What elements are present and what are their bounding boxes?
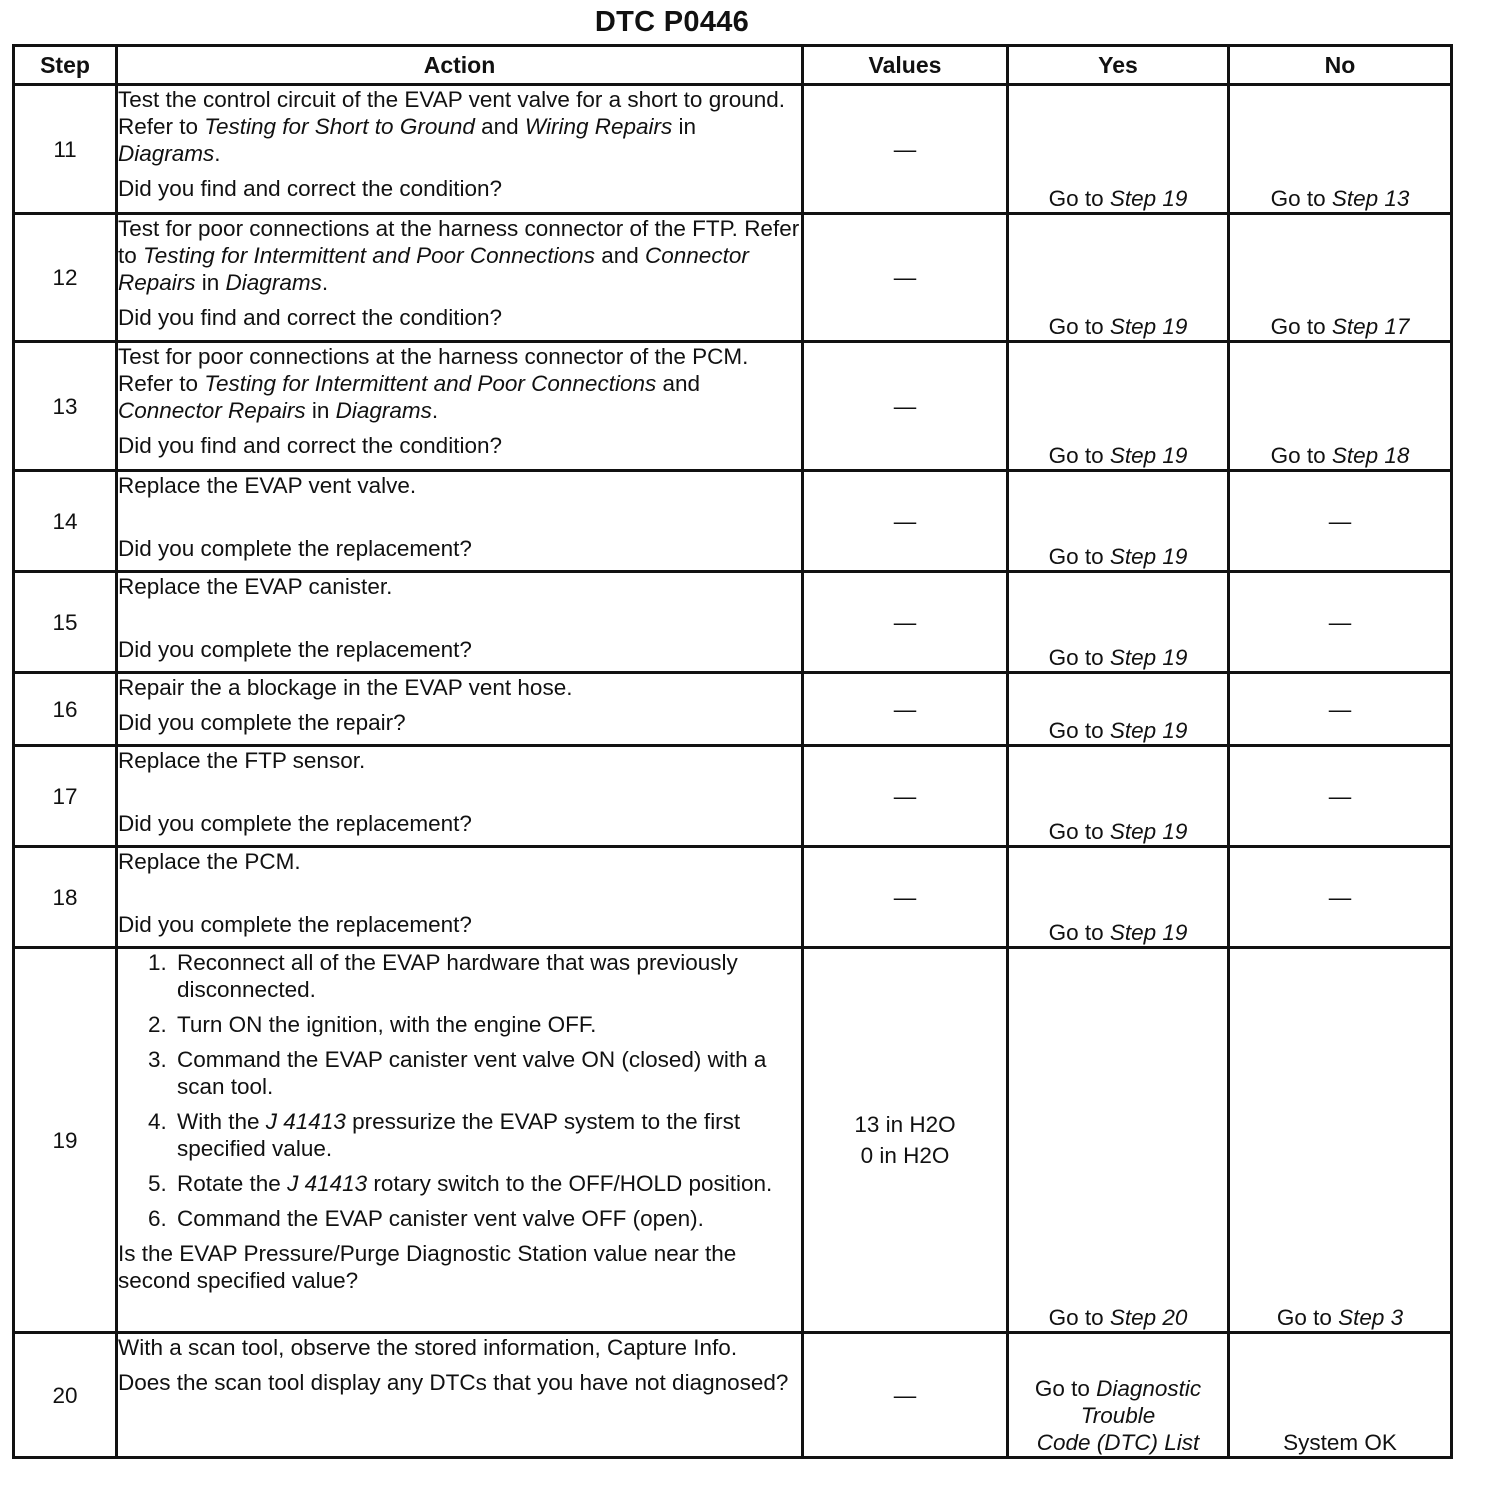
no-cell: — — [1229, 471, 1452, 572]
reference-link: Wiring Repairs — [524, 114, 673, 139]
action-question: Did you find and correct the condition? — [118, 176, 502, 201]
step-number: 14 — [14, 471, 117, 572]
action-text: Test for poor connections at the harness connector of the PCM. Refer to Testing for Intermittent and Poor Connections and Connector Repairs in Diagrams. — [118, 344, 749, 423]
values-cell: — — [803, 572, 1008, 673]
step-reference: Step 19 — [1109, 544, 1188, 569]
yes-cell: Go to Step 19 — [1008, 342, 1229, 471]
action-text: Test for poor connections at the harness connector of the FTP. Refer to Testing for Intermittent and Poor Connections and Connector Repairs in Diagrams. — [118, 216, 800, 295]
step-reference: Step 19 — [1109, 920, 1188, 945]
page-title: DTC P0446 — [594, 6, 750, 38]
action-question: Did you complete the replacement? — [118, 912, 472, 937]
action-question: Did you find and correct the condition? — [118, 305, 502, 330]
yes-cell: Go to Step 19 — [1008, 85, 1229, 214]
procedure-list — [118, 949, 801, 1232]
reference-link: Connector Repairs — [118, 243, 749, 295]
action-text: Replace the FTP sensor. — [118, 748, 366, 773]
yes-cell: Go to Step 19 — [1008, 572, 1229, 673]
action-cell — [117, 673, 803, 746]
action-cell — [117, 214, 803, 342]
step-number: 11 — [14, 85, 117, 214]
action-cell — [117, 746, 803, 847]
action-question: Did you complete the repair? — [118, 710, 406, 735]
yes-cell: Go to Step 19 — [1008, 214, 1229, 342]
action-text: Replace the EVAP vent valve. — [118, 473, 417, 498]
step-reference: Step 18 — [1331, 443, 1410, 468]
table-row — [14, 746, 1452, 847]
values-cell — [803, 948, 1008, 1333]
no-cell: Go to Step 3 — [1229, 948, 1452, 1333]
step-number: 13 — [14, 342, 117, 471]
values-cell: — — [803, 1333, 1008, 1458]
header-yes: Yes — [1008, 46, 1229, 85]
action-text: Replace the PCM. — [118, 849, 301, 874]
values-cell: — — [803, 342, 1008, 471]
step-number: 12 — [14, 214, 117, 342]
step-number: 18 — [14, 847, 117, 948]
step-number: 15 — [14, 572, 117, 673]
diagnostic-table — [12, 44, 1453, 1459]
tool-reference: J 41413 — [287, 1171, 368, 1196]
header-no: No — [1229, 46, 1452, 85]
list-item: 6. Command the EVAP canister vent valve OFF (open). — [173, 1205, 801, 1232]
action-cell — [117, 342, 803, 471]
values-cell: — — [803, 471, 1008, 572]
list-item: 4. With the J 41413 pressurize the EVAP system to the first specified value. — [173, 1108, 801, 1162]
step-reference: Step 19 — [1109, 186, 1188, 211]
step-reference: Step 13 — [1331, 186, 1410, 211]
yes-cell: Go to Step 19 — [1008, 847, 1229, 948]
action-cell — [117, 1333, 803, 1458]
table-row — [14, 948, 1452, 1333]
table-row — [14, 673, 1452, 746]
yes-cell: Go to Diagnostic Trouble Code (DTC) List — [1008, 1333, 1229, 1458]
reference-link: Connector Repairs — [118, 398, 306, 423]
list-item: 3. Command the EVAP canister vent valve ON (closed) with a scan tool. — [173, 1046, 801, 1100]
action-question: Does the scan tool display any DTCs that you have not diagnosed? — [118, 1370, 789, 1395]
values-cell: — — [803, 214, 1008, 342]
action-question: Is the EVAP Pressure/Purge Diagnostic Station value near the second specified value? — [118, 1241, 737, 1293]
action-cell — [117, 847, 803, 948]
table-row — [14, 85, 1452, 214]
table-row — [14, 214, 1452, 342]
step-reference: Step 20 — [1109, 1305, 1188, 1330]
header-step: Step — [14, 46, 117, 85]
table-row — [14, 1333, 1452, 1458]
step-number: 16 — [14, 673, 117, 746]
action-text: With a scan tool, observe the stored information, Capture Info. — [118, 1335, 738, 1360]
values-cell: — — [803, 85, 1008, 214]
action-cell — [117, 85, 803, 214]
reference-link: Testing for Short to Ground — [204, 114, 475, 139]
list-item: 1. Reconnect all of the EVAP hardware that was previously disconnected. — [173, 949, 801, 1003]
step-reference: Step 19 — [1109, 645, 1188, 670]
step-reference: Step 19 — [1109, 443, 1188, 468]
reference-link: Diagrams — [225, 270, 322, 295]
action-question: Did you complete the replacement? — [118, 536, 472, 561]
header-row — [14, 46, 1452, 85]
table-row — [14, 847, 1452, 948]
reference-link: Testing for Intermittent and Poor Connections — [143, 243, 595, 268]
no-cell: Go to Step 18 — [1229, 342, 1452, 471]
yes-cell: Go to Step 20 — [1008, 948, 1229, 1333]
step-reference: Step 19 — [1109, 718, 1188, 743]
step-reference: Step 19 — [1109, 819, 1188, 844]
values-cell: — — [803, 746, 1008, 847]
action-text: Replace the EVAP canister. — [118, 574, 393, 599]
list-item: 5. Rotate the J 41413 rotary switch to the OFF/HOLD position. — [173, 1170, 801, 1197]
yes-cell: Go to Step 19 — [1008, 471, 1229, 572]
reference-link: Diagrams — [335, 398, 432, 423]
no-cell: Go to Step 17 — [1229, 214, 1452, 342]
table-row — [14, 572, 1452, 673]
value-first: 13 in H2O — [854, 1112, 956, 1137]
yes-cell: Go to Step 19 — [1008, 673, 1229, 746]
action-cell — [117, 572, 803, 673]
value-second: 0 in H2O — [860, 1143, 950, 1168]
reference-link: Diagrams — [118, 141, 215, 166]
step-number: 19 — [14, 948, 117, 1333]
step-number: 17 — [14, 746, 117, 847]
action-cell — [117, 471, 803, 572]
list-item: 2. Turn ON the ignition, with the engine OFF. — [173, 1011, 801, 1038]
no-cell: Go to Step 13 — [1229, 85, 1452, 214]
no-cell: — — [1229, 673, 1452, 746]
reference-link: Testing for Intermittent and Poor Connections — [204, 371, 657, 396]
no-cell: — — [1229, 572, 1452, 673]
header-action: Action — [117, 46, 803, 85]
action-question: Did you find and correct the condition? — [118, 433, 502, 458]
action-text: Repair the a blockage in the EVAP vent hose. — [118, 675, 573, 700]
values-cell: — — [803, 673, 1008, 746]
step-reference: Step 3 — [1338, 1305, 1404, 1330]
dtc-list-reference: Diagnostic — [1096, 1376, 1202, 1401]
no-cell: — — [1229, 746, 1452, 847]
action-question: Did you complete the replacement? — [118, 637, 472, 662]
table-row — [14, 342, 1452, 471]
values-cell: — — [803, 847, 1008, 948]
step-reference: Step 19 — [1109, 314, 1188, 339]
header-values: Values — [803, 46, 1008, 85]
step-reference: Step 17 — [1331, 314, 1410, 339]
action-question: Did you complete the replacement? — [118, 811, 472, 836]
table-row — [14, 471, 1452, 572]
tool-reference: J 41413 — [265, 1109, 346, 1134]
no-cell: — — [1229, 847, 1452, 948]
action-cell — [117, 948, 803, 1333]
step-number: 20 — [14, 1333, 117, 1458]
no-cell: System OK — [1229, 1333, 1452, 1458]
yes-cell: Go to Step 19 — [1008, 746, 1229, 847]
action-text: Test the control circuit of the EVAP vent valve for a short to ground. Refer to Testing for Short to Ground and Wiring Repairs in Diagrams. — [118, 87, 786, 166]
